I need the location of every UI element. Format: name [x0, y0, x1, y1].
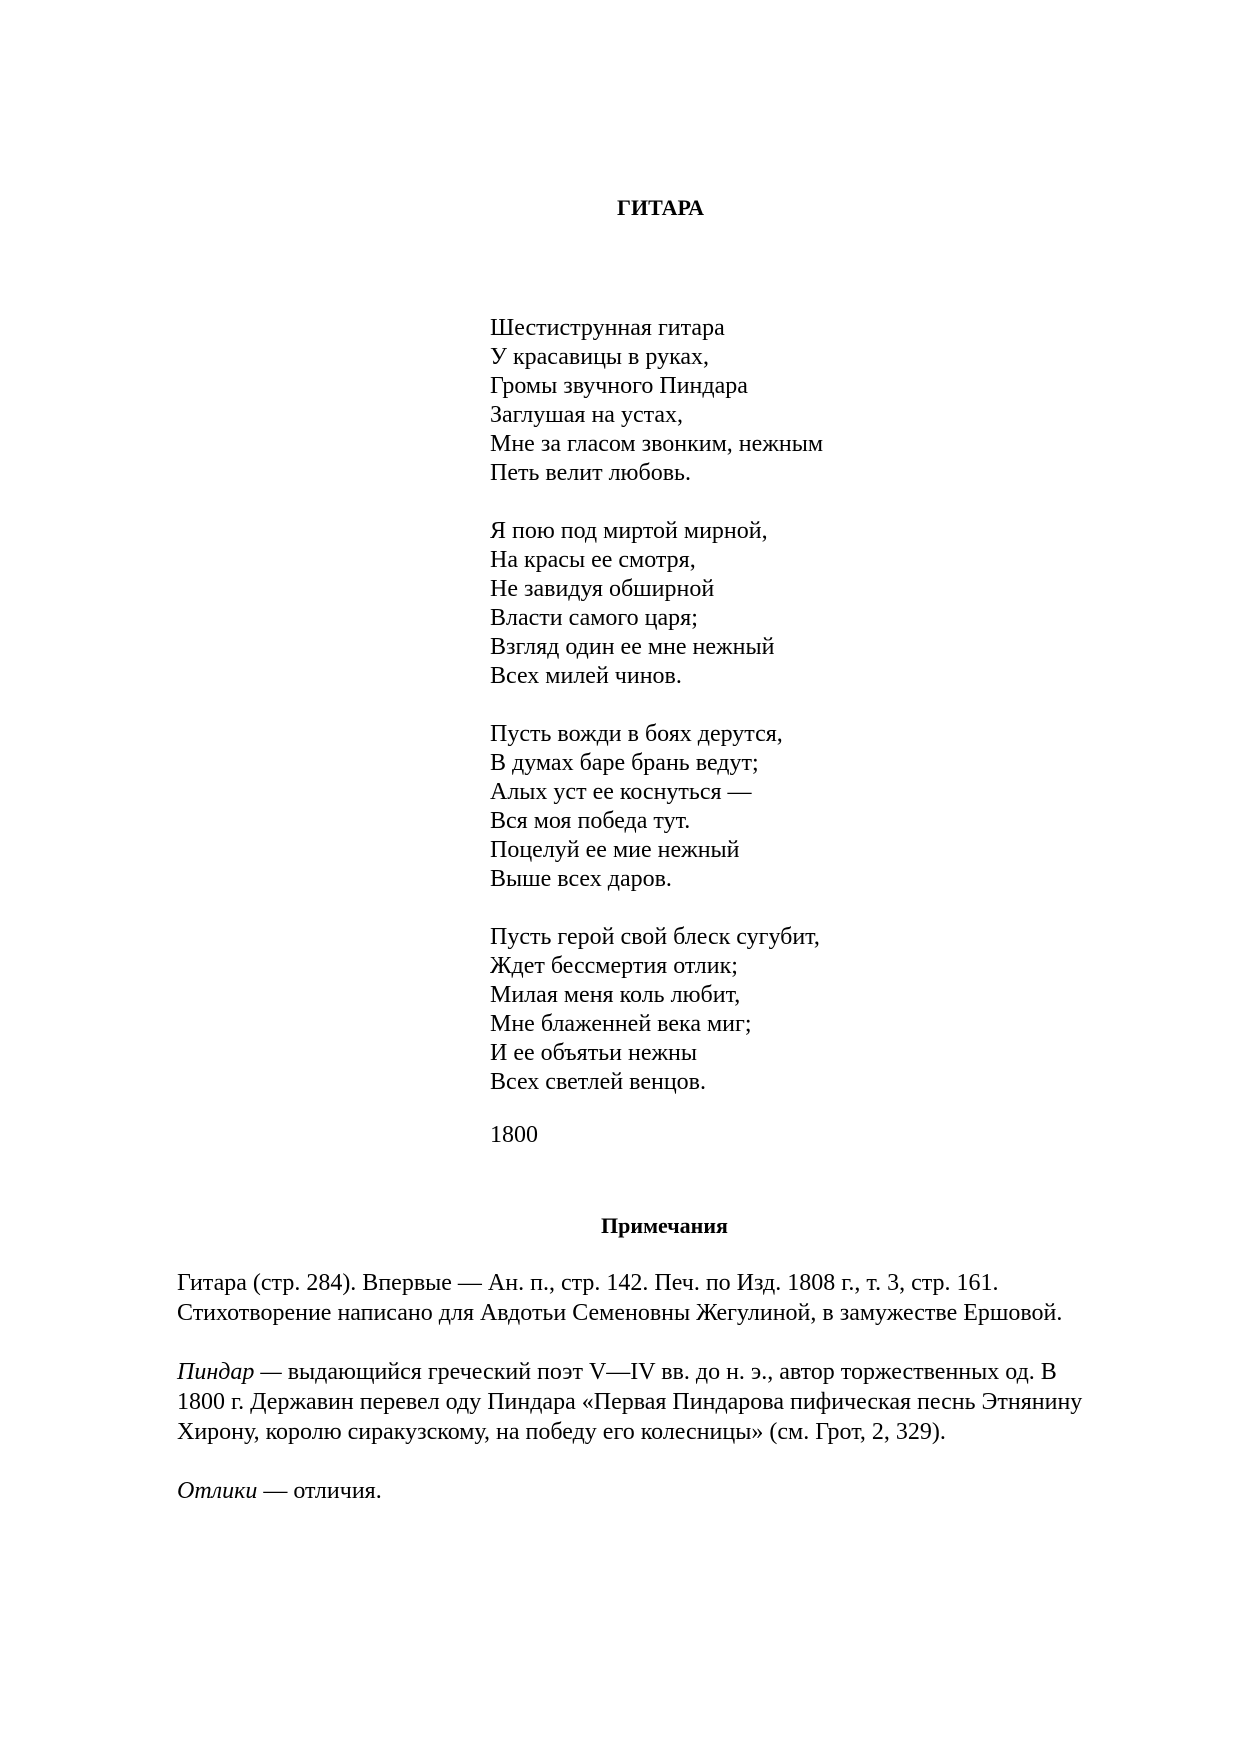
notes-heading: Примечания — [601, 1213, 728, 1238]
poem-line: Вся моя победа тут. — [490, 808, 691, 834]
poem-line: Ждет бессмертия отлик; — [490, 953, 738, 979]
poem-line: В думах баре брань ведут; — [490, 750, 759, 776]
poem-line: Петь велит любовь. — [490, 460, 691, 486]
poem-line: Всех светлей венцов. — [490, 1069, 707, 1095]
note-text: выдающийся греческий поэт V—IV вв. до н. э., автор торжественных од. В — [281, 1359, 1057, 1385]
note-pindar — [177, 1357, 1157, 1447]
poem-line: Поцелуй ее мие нежный — [490, 837, 740, 863]
note-source — [177, 1268, 1157, 1328]
poem-line: Мне блаженней века миг; — [490, 1011, 752, 1037]
note-line: 1800 г. Державин перевел оду Пиндара «Первая Пиндарова пифическая песнь Этнянину — [177, 1389, 1083, 1415]
poem-line: На красы ее смотря, — [490, 547, 696, 573]
notes-section — [177, 1268, 1157, 1535]
poem-line: У красавицы в руках, — [490, 344, 710, 370]
note-line: Хирону, королю сиракузскому, на победу его колесницы» (см. Грот, 2, 329). — [177, 1419, 946, 1445]
poem-line: И ее объятьи нежны — [490, 1040, 698, 1066]
poem-date: 1800 — [490, 1122, 538, 1148]
note-text: — отличия. — [257, 1478, 382, 1504]
poem-line: Всех милей чинов. — [490, 663, 682, 689]
stanza-4 — [490, 923, 1090, 1097]
poem-line: Шестиструнная гитара — [490, 315, 725, 341]
poem-title: ГИТАРА — [616, 195, 705, 220]
poem-line: Я пою под миртой мирной, — [490, 518, 768, 544]
stanza-3 — [490, 720, 1090, 894]
poem-line: Выше всех даров. — [490, 866, 672, 892]
note-term: Пиндар — — [177, 1359, 282, 1385]
note-term: Отлики — [177, 1478, 258, 1504]
stanza-1 — [490, 314, 1090, 488]
poem-line: Взгляд один ее мне нежный — [490, 634, 775, 660]
poem-line: Заглушая на устах, — [490, 402, 684, 428]
note-line: Стихотворение написано для Авдотьи Семеновны Жегулиной, в замужестве Ершовой. — [177, 1300, 1063, 1326]
poem-line: Алых уст ее коснуться — — [490, 779, 752, 805]
poem-line: Милая меня коль любит, — [490, 982, 741, 1008]
poem-line: Власти самого царя; — [490, 605, 698, 631]
note-line: Гитара (стр. 284). Впервые — Ан. п., стр. 142. Печ. по Изд. 1808 г., т. 3, стр. 161. — [177, 1270, 999, 1296]
poem-body — [490, 314, 1090, 1126]
note-line — [177, 1476, 1157, 1506]
poem-line: Пусть герой свой блеск сугубит, — [490, 924, 820, 950]
note-line — [177, 1357, 1157, 1387]
poem-line: Не завидуя обширной — [490, 576, 715, 602]
poem-line: Мне за гласом звонким, нежным — [490, 431, 824, 457]
note-otliki — [177, 1476, 1157, 1506]
poem-line: Громы звучного Пиндара — [490, 373, 748, 399]
stanza-2 — [490, 517, 1090, 691]
poem-line: Пусть вожди в боях дерутся, — [490, 721, 783, 747]
